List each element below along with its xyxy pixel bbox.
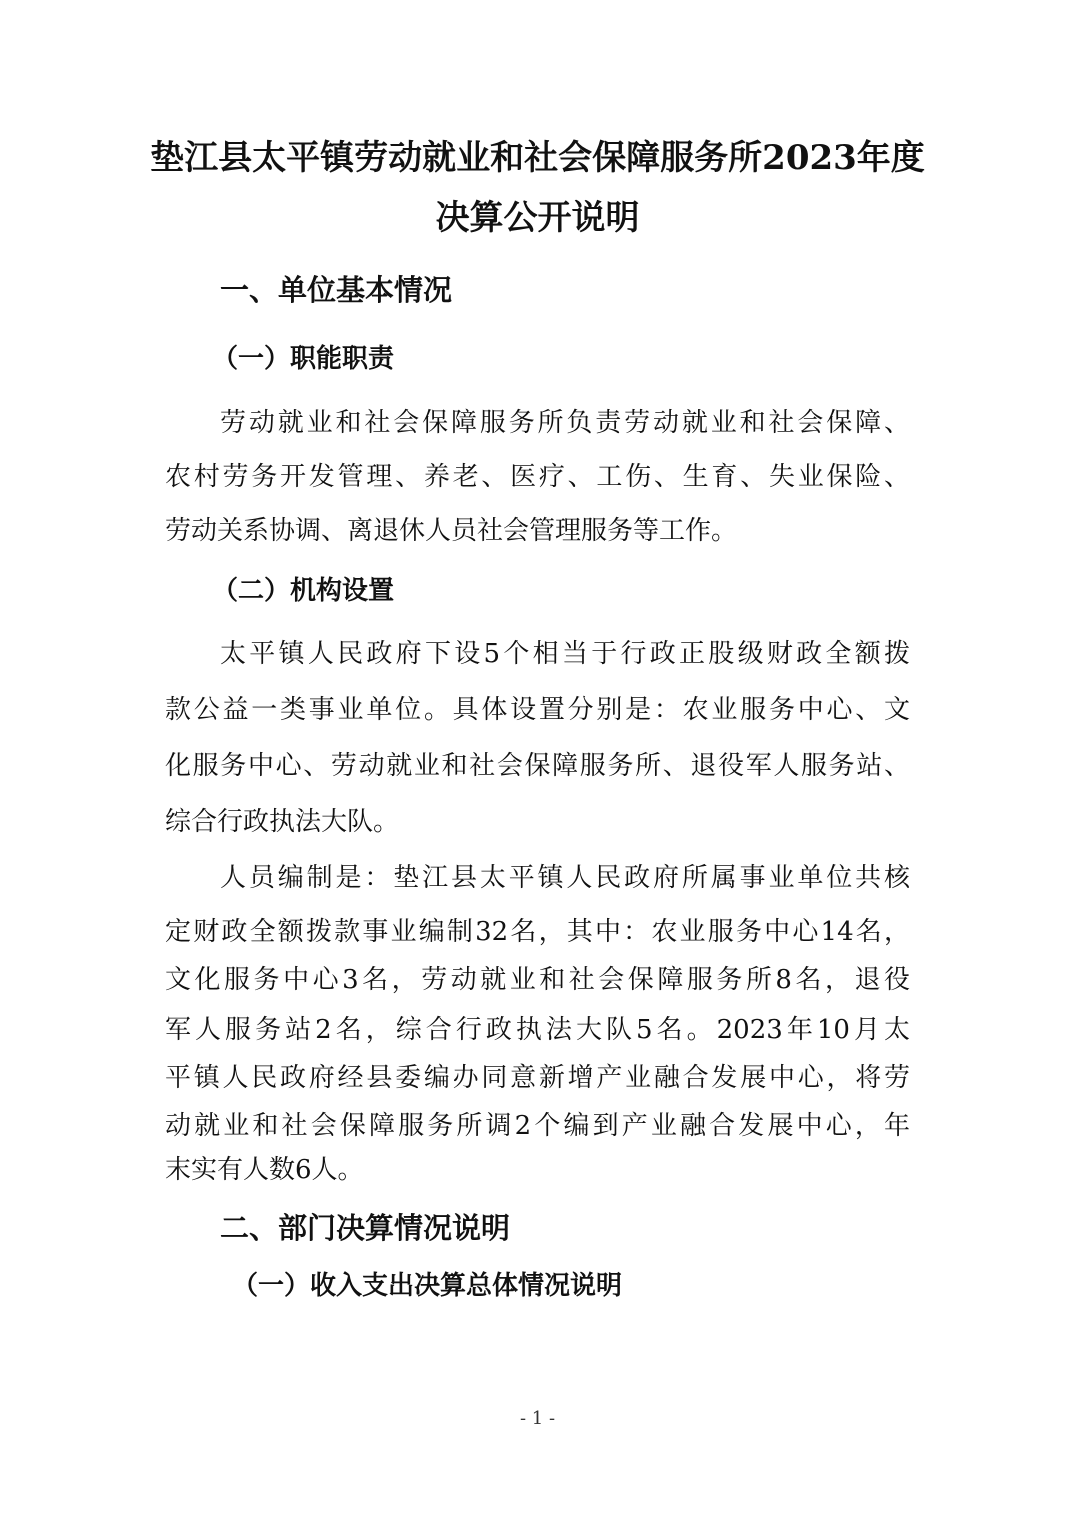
paragraph-line: 款公益一类事业单位。具体设置分别是：农业服务中心、文 [165, 695, 910, 725]
paragraph-line: 太平镇人民政府下设5个相当于行政正股级财政全额拨 [220, 639, 910, 669]
paragraph-line: 劳动关系协调、离退休人员社会管理服务等工作。 [165, 516, 738, 546]
paragraph-line: 人员编制是：垫江县太平镇人民政府所属事业单位共核 [220, 863, 910, 893]
paragraph-line: 平镇人民政府经县委编办同意新增产业融合发展中心，将劳 [165, 1063, 910, 1093]
page-number: - 1 - [519, 1408, 556, 1429]
paragraph-line: 农村劳务开发管理、养老、医疗、工伤、生育、失业保险、 [165, 462, 910, 492]
section2-heading: 二、部门决算情况说明 [220, 1211, 511, 1245]
document-title-line1: 垫江县太平镇劳动就业和社会保障服务所2023年度 [150, 138, 925, 178]
paragraph-line: 定财政全额拨款事业编制32名，其中：农业服务中心14名， [165, 917, 910, 947]
paragraph-line: 化服务中心、劳动就业和社会保障服务所、退役军人服务站、 [165, 751, 910, 781]
paragraph-line: 末实有人数6人。 [165, 1155, 364, 1185]
section1-sub2-heading: （二）机构设置 [212, 576, 395, 606]
section2-sub1-heading: （一）收入支出决算总体情况说明 [232, 1271, 623, 1301]
paragraph-line: 动就业和社会保障服务所调2个编到产业融合发展中心，年 [165, 1111, 910, 1141]
section1-sub1-heading: （一）职能职责 [212, 344, 395, 374]
paragraph-line: 文化服务中心3名，劳动就业和社会保障服务所8名，退役 [165, 965, 910, 995]
paragraph-line: 军人服务站2名，综合行政执法大队5名。2023年10月太 [165, 1015, 910, 1045]
document-title-line2: 决算公开说明 [435, 198, 640, 238]
paragraph-line: 综合行政执法大队。 [165, 807, 400, 837]
paragraph-line: 劳动就业和社会保障服务所负责劳动就业和社会保障、 [220, 408, 910, 438]
section1-heading: 一、单位基本情况 [220, 273, 453, 307]
